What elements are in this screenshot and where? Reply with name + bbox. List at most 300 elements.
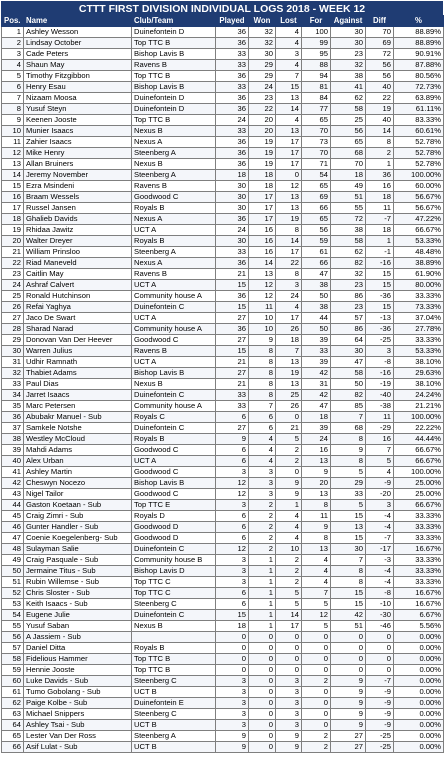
cell-won: 0 [249, 709, 276, 720]
cell-name: Thabiet Adams [24, 368, 132, 379]
cell-played: 6 [216, 456, 249, 467]
cell-won: 9 [249, 335, 276, 346]
cell-against: 72 [331, 214, 366, 225]
cell-pos: 52 [2, 588, 24, 599]
cell-pct: 33.33% [394, 533, 444, 544]
cell-against: 0 [331, 643, 366, 654]
cell-played: 3 [216, 698, 249, 709]
cell-lost: 14 [276, 610, 302, 621]
cell-for: 13 [302, 544, 331, 555]
cell-pct: 66.67% [394, 456, 444, 467]
cell-against: 0 [331, 654, 366, 665]
cell-played: 12 [216, 478, 249, 489]
cell-club: Bishop Lavis B [132, 82, 216, 93]
cell-played: 18 [216, 621, 249, 632]
cell-pos: 58 [2, 654, 24, 665]
cell-won: 22 [249, 104, 276, 115]
cell-for: 50 [302, 291, 331, 302]
cell-pct: 33.33% [394, 522, 444, 533]
cell-pct: 100.00% [394, 467, 444, 478]
cell-pct: 100.00% [394, 412, 444, 423]
cell-played: 18 [216, 170, 249, 181]
cell-won: 10 [249, 324, 276, 335]
cell-played: 33 [216, 82, 249, 93]
cell-against: 30 [331, 38, 366, 49]
cell-pos: 44 [2, 500, 24, 511]
cell-played: 24 [216, 225, 249, 236]
cell-against: 8 [331, 577, 366, 588]
cell-pos: 33 [2, 379, 24, 390]
table-row [2, 192, 444, 203]
cell-pct: 27.78% [394, 324, 444, 335]
cell-for: 42 [302, 368, 331, 379]
table-row [2, 445, 444, 456]
cell-name: Samkele Notshe [24, 423, 132, 434]
cell-club: Duinefontein D [132, 104, 216, 115]
cell-name: Mahdi Adams [24, 445, 132, 456]
cell-club: Goodwood D [132, 522, 216, 533]
cell-club: Bishop Lavis D [132, 566, 216, 577]
cell-name: Jermaine Titus - Sub [24, 566, 132, 577]
cell-name: Jeremy November [24, 170, 132, 181]
table-row [2, 181, 444, 192]
cell-pos: 46 [2, 522, 24, 533]
cell-name: Luke Davids - Sub [24, 676, 132, 687]
cell-diff: 15 [366, 302, 394, 313]
cell-played: 21 [216, 379, 249, 390]
cell-played: 0 [216, 643, 249, 654]
cell-played: 9 [216, 731, 249, 742]
cell-club: Duinefontein C [132, 390, 216, 401]
cell-pos: 24 [2, 280, 24, 291]
col-header-club: Club/Team [132, 16, 216, 27]
cell-for: 56 [302, 225, 331, 236]
cell-club: Royals B [132, 236, 216, 247]
cell-won: 17 [249, 203, 276, 214]
cell-played: 3 [216, 720, 249, 731]
cell-pct: 38.10% [394, 357, 444, 368]
cell-name: Caitlin May [24, 269, 132, 280]
cell-diff: -46 [366, 621, 394, 632]
cell-against: 32 [331, 269, 366, 280]
cell-pos: 53 [2, 599, 24, 610]
cell-lost: 9 [276, 742, 302, 753]
cell-club: Community house A [132, 291, 216, 302]
cell-pos: 15 [2, 181, 24, 192]
cell-lost: 9 [276, 478, 302, 489]
cell-diff: 56 [366, 71, 394, 82]
cell-name: Paul Dias [24, 379, 132, 390]
cell-won: 0 [249, 687, 276, 698]
cell-pct: 52.78% [394, 148, 444, 159]
cell-won: 23 [249, 93, 276, 104]
cell-against: 38 [331, 71, 366, 82]
cell-won: 2 [249, 533, 276, 544]
cell-pos: 2 [2, 38, 24, 49]
cell-for: 20 [302, 478, 331, 489]
cell-won: 3 [249, 489, 276, 500]
cell-club: Steenberg C [132, 599, 216, 610]
cell-pos: 26 [2, 302, 24, 313]
cell-played: 27 [216, 368, 249, 379]
cell-club: Nexus B [132, 126, 216, 137]
cell-pos: 6 [2, 82, 24, 93]
cell-played: 36 [216, 214, 249, 225]
cell-diff: -4 [366, 577, 394, 588]
table-row [2, 368, 444, 379]
table-row [2, 357, 444, 368]
cell-diff: -30 [366, 610, 394, 621]
cell-for: 95 [302, 49, 331, 60]
col-header-pct: % [394, 16, 444, 27]
cell-for: 2 [302, 731, 331, 742]
cell-club: Duinefontein D [132, 93, 216, 104]
cell-pct: 56.67% [394, 192, 444, 203]
cell-against: 33 [331, 489, 366, 500]
cell-won: 1 [249, 588, 276, 599]
cell-club: Duinefontein C [132, 423, 216, 434]
cell-lost: 3 [276, 720, 302, 731]
cell-pct: 66.67% [394, 500, 444, 511]
cell-pct: 66.67% [394, 445, 444, 456]
cell-pct: 52.78% [394, 137, 444, 148]
cell-club: Goodwood C [132, 445, 216, 456]
cell-club: Steenberg A [132, 247, 216, 258]
table-row [2, 742, 444, 753]
cell-against: 18 [331, 170, 366, 181]
cell-lost: 10 [276, 544, 302, 555]
cell-club: Ravens B [132, 346, 216, 357]
cell-against: 58 [331, 368, 366, 379]
cell-against: 7 [331, 555, 366, 566]
cell-pos: 48 [2, 544, 24, 555]
cell-name: Asif Lulat - Sub [24, 742, 132, 753]
cell-won: 2 [249, 522, 276, 533]
cell-club: Nexus B [132, 159, 216, 170]
table-row [2, 632, 444, 643]
cell-for: 71 [302, 159, 331, 170]
cell-club: Nexus B [132, 621, 216, 632]
cell-name: Ashraf Calvert [24, 280, 132, 291]
cell-name: Paige Kolbe - Sub [24, 698, 132, 709]
cell-played: 30 [216, 203, 249, 214]
table-row [2, 665, 444, 676]
cell-club: Royals B [132, 643, 216, 654]
cell-club: UCT B [132, 720, 216, 731]
cell-diff: 3 [366, 500, 394, 511]
cell-lost: 13 [276, 379, 302, 390]
table-row [2, 49, 444, 60]
cell-name: Warren Julius [24, 346, 132, 357]
cell-for: 2 [302, 676, 331, 687]
cell-played: 3 [216, 500, 249, 511]
cell-against: 9 [331, 709, 366, 720]
cell-club: Steenberg A [132, 731, 216, 742]
cell-played: 36 [216, 324, 249, 335]
cell-name: Keenen Jooste [24, 115, 132, 126]
cell-name: Cheswyn Nocezo [24, 478, 132, 489]
col-header-name: Name [24, 16, 132, 27]
cell-for: 39 [302, 357, 331, 368]
cell-diff: 2 [366, 148, 394, 159]
cell-pos: 34 [2, 390, 24, 401]
cell-pct: 0.00% [394, 687, 444, 698]
cell-diff: -3 [366, 555, 394, 566]
cell-pct: 0.00% [394, 709, 444, 720]
table-row [2, 27, 444, 38]
cell-for: 39 [302, 423, 331, 434]
cell-lost: 7 [276, 346, 302, 357]
cell-club: Goodwood C [132, 489, 216, 500]
cell-for: 38 [302, 280, 331, 291]
cell-club: Royals B [132, 434, 216, 445]
cell-played: 36 [216, 137, 249, 148]
cell-pos: 55 [2, 621, 24, 632]
table-row [2, 643, 444, 654]
cell-pct: 0.00% [394, 742, 444, 753]
cell-diff: 36 [366, 170, 394, 181]
table-row [2, 489, 444, 500]
cell-pos: 10 [2, 126, 24, 137]
cell-diff: -17 [366, 544, 394, 555]
cell-won: 0 [249, 665, 276, 676]
cell-pos: 61 [2, 687, 24, 698]
cell-played: 33 [216, 60, 249, 71]
table-row [2, 302, 444, 313]
cell-played: 27 [216, 313, 249, 324]
cell-club: Royals D [132, 511, 216, 522]
cell-name: Timothy Fitzgibbon [24, 71, 132, 82]
cell-for: 8 [302, 500, 331, 511]
cell-won: 17 [249, 192, 276, 203]
cell-played: 3 [216, 555, 249, 566]
cell-played: 27 [216, 423, 249, 434]
cell-for: 24 [302, 434, 331, 445]
cell-name: Yusuf Saban [24, 621, 132, 632]
cell-lost: 17 [276, 621, 302, 632]
cell-club: Steenberg C [132, 709, 216, 720]
cell-against: 9 [331, 720, 366, 731]
cell-pos: 30 [2, 346, 24, 357]
cell-pct: 37.04% [394, 313, 444, 324]
header-row [2, 16, 444, 27]
cell-lost: 3 [276, 49, 302, 60]
cell-won: 16 [249, 247, 276, 258]
cell-for: 81 [302, 82, 331, 93]
cell-won: 8 [249, 346, 276, 357]
cell-diff: -19 [366, 379, 394, 390]
cell-club: Top TTC E [132, 500, 216, 511]
cell-against: 68 [331, 148, 366, 159]
cell-against: 85 [331, 401, 366, 412]
table-row [2, 599, 444, 610]
cell-for: 69 [302, 192, 331, 203]
cell-pos: 3 [2, 49, 24, 60]
cell-name: Chris Sloster - Sub [24, 588, 132, 599]
cell-club: Top TTC B [132, 71, 216, 82]
cell-played: 33 [216, 247, 249, 258]
cell-played: 36 [216, 159, 249, 170]
cell-for: 0 [302, 632, 331, 643]
cell-against: 68 [331, 423, 366, 434]
cell-against: 70 [331, 159, 366, 170]
cell-pct: 53.33% [394, 346, 444, 357]
cell-pos: 42 [2, 478, 24, 489]
cell-against: 9 [331, 698, 366, 709]
cell-diff: 5 [366, 456, 394, 467]
cell-name: Refai Yaghya [24, 302, 132, 313]
cell-played: 21 [216, 357, 249, 368]
cell-pos: 66 [2, 742, 24, 753]
cell-pct: 88.89% [394, 38, 444, 49]
cell-against: 58 [331, 104, 366, 115]
cell-club: Nexus A [132, 258, 216, 269]
col-header-played: Played [216, 16, 249, 27]
cell-played: 6 [216, 522, 249, 533]
cell-diff: 40 [366, 115, 394, 126]
cell-diff: -7 [366, 676, 394, 687]
cell-lost: 4 [276, 60, 302, 71]
cell-name: A Jassiem - Sub [24, 632, 132, 643]
cell-name: Ronald Hutchinson [24, 291, 132, 302]
cell-for: 54 [302, 170, 331, 181]
cell-lost: 17 [276, 159, 302, 170]
cell-diff: -25 [366, 742, 394, 753]
cell-lost: 3 [276, 698, 302, 709]
cell-won: 2 [249, 500, 276, 511]
cell-pct: 83.33% [394, 115, 444, 126]
cell-against: 0 [331, 665, 366, 676]
cell-for: 84 [302, 93, 331, 104]
cell-name: Westley McCloud [24, 434, 132, 445]
cell-lost: 17 [276, 148, 302, 159]
cell-won: 29 [249, 71, 276, 82]
cell-name: Nigel Tailor [24, 489, 132, 500]
cell-for: 5 [302, 599, 331, 610]
cell-for: 13 [302, 489, 331, 500]
cell-played: 33 [216, 401, 249, 412]
cell-played: 3 [216, 676, 249, 687]
cell-name: Craig Zimri - Sub [24, 511, 132, 522]
cell-for: 65 [302, 115, 331, 126]
cell-played: 3 [216, 566, 249, 577]
cell-pct: 88.89% [394, 27, 444, 38]
cell-played: 21 [216, 269, 249, 280]
cell-lost: 0 [276, 412, 302, 423]
cell-against: 23 [331, 49, 366, 60]
cell-club: Top TTC C [132, 577, 216, 588]
cell-pos: 28 [2, 324, 24, 335]
table-row [2, 203, 444, 214]
table-row [2, 522, 444, 533]
cell-diff: 69 [366, 38, 394, 49]
cell-lost: 12 [276, 181, 302, 192]
cell-lost: 4 [276, 115, 302, 126]
cell-pct: 53.33% [394, 236, 444, 247]
cell-pct: 66.67% [394, 225, 444, 236]
cell-name: Ashley Martin [24, 467, 132, 478]
cell-name: Jaco De Swart [24, 313, 132, 324]
cell-for: 4 [302, 566, 331, 577]
cell-pct: 24.24% [394, 390, 444, 401]
cell-pos: 40 [2, 456, 24, 467]
cell-pos: 47 [2, 533, 24, 544]
cell-won: 16 [249, 225, 276, 236]
cell-played: 3 [216, 577, 249, 588]
cell-pct: 90.91% [394, 49, 444, 60]
cell-lost: 17 [276, 247, 302, 258]
cell-diff: -9 [366, 709, 394, 720]
table-row [2, 577, 444, 588]
cell-won: 20 [249, 126, 276, 137]
table-row [2, 379, 444, 390]
cell-against: 55 [331, 203, 366, 214]
table-row [2, 214, 444, 225]
cell-name: Yusuf Steyn [24, 104, 132, 115]
cell-club: Community house B [132, 555, 216, 566]
cell-won: 1 [249, 610, 276, 621]
cell-played: 36 [216, 71, 249, 82]
cell-played: 24 [216, 115, 249, 126]
table-row [2, 511, 444, 522]
cell-lost: 15 [276, 82, 302, 93]
cell-lost: 2 [276, 555, 302, 566]
cell-for: 0 [302, 643, 331, 654]
logs-sheet [1, 1, 443, 753]
cell-won: 12 [249, 280, 276, 291]
cell-pos: 39 [2, 445, 24, 456]
cell-name: Fidelious Hammer [24, 654, 132, 665]
cell-played: 6 [216, 412, 249, 423]
cell-name: Nizaam Moosa [24, 93, 132, 104]
cell-club: UCT A [132, 357, 216, 368]
cell-name: Russel Jansen [24, 203, 132, 214]
cell-name: Mike Henry [24, 148, 132, 159]
cell-club: Nexus B [132, 379, 216, 390]
cell-played: 30 [216, 192, 249, 203]
cell-pos: 20 [2, 236, 24, 247]
cell-won: 6 [249, 412, 276, 423]
cell-won: 10 [249, 313, 276, 324]
cell-diff: 19 [366, 104, 394, 115]
cell-diff: 56 [366, 60, 394, 71]
table-row [2, 500, 444, 511]
table-row [2, 60, 444, 71]
cell-pct: 100.00% [394, 170, 444, 181]
cell-club: UCT B [132, 742, 216, 753]
cell-against: 65 [331, 137, 366, 148]
cell-pos: 41 [2, 467, 24, 478]
cell-won: 19 [249, 137, 276, 148]
table-row [2, 126, 444, 137]
cell-pos: 35 [2, 401, 24, 412]
cell-for: 66 [302, 258, 331, 269]
cell-against: 51 [331, 621, 366, 632]
cell-played: 15 [216, 280, 249, 291]
cell-against: 32 [331, 60, 366, 71]
cell-for: 66 [302, 203, 331, 214]
cell-diff: -4 [366, 566, 394, 577]
cell-pct: 47.22% [394, 214, 444, 225]
cell-pct: 38.89% [394, 258, 444, 269]
cell-pos: 1 [2, 27, 24, 38]
cell-club: Ravens B [132, 60, 216, 71]
cell-diff: -9 [366, 478, 394, 489]
cell-lost: 25 [276, 390, 302, 401]
cell-diff: 72 [366, 49, 394, 60]
cell-pct: 0.00% [394, 632, 444, 643]
cell-for: 11 [302, 511, 331, 522]
